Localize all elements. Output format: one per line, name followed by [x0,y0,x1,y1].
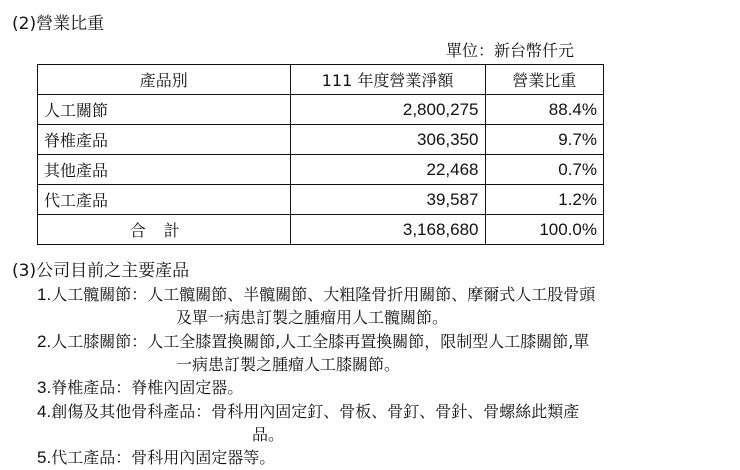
row-amount: 2,800,275 [290,95,485,125]
table-row [38,125,604,155]
item-continuation: 及單一病患訂製之腫瘤用人工髖關節。 [176,308,449,327]
item-continuation: 一病患訂製之腫瘤人工膝關節。 [176,355,401,374]
item-text: 脊椎產品：脊椎內固定器。 [51,378,244,397]
list-item [37,330,589,353]
table-row [38,95,604,125]
section-2-heading: (2)營業比重 [12,14,105,34]
row-ratio: 1.2% [485,185,604,215]
row-product: 代工產品 [38,185,291,215]
section-3-heading: (3)公司目前之主要產品 [12,261,190,281]
list-item [37,400,579,423]
item-index: 3. [37,378,52,397]
table-header-row [38,65,604,95]
row-product: 脊椎產品 [38,125,291,155]
row-amount: 39,587 [290,185,485,215]
item-index: 5. [37,448,52,467]
header-ratio: 營業比重 [485,65,604,95]
revenue-table [37,64,604,245]
row-ratio: 88.4% [485,95,604,125]
item-index: 4. [37,402,52,421]
row-ratio: 9.7% [485,125,604,155]
row-product: 其他產品 [38,155,291,185]
item-index: 2. [37,332,52,351]
item-text: 代工產品：骨科用內固定器等。 [51,448,276,467]
unit-note: 單位：新台幣仟元 [446,41,575,60]
table-total-row [38,215,604,245]
total-ratio: 100.0% [485,215,604,245]
row-product: 人工關節 [38,95,291,125]
list-item [37,283,595,306]
item-index: 1. [37,285,52,304]
table-row [38,185,604,215]
row-amount: 22,468 [290,155,485,185]
list-item [37,446,275,469]
header-amount: 111 年度營業淨額 [290,65,485,95]
item-text: 人工髖關節：人工髖關節、半髖關節、大粗隆骨折用關節、摩爾式人工股骨頭 [51,285,596,304]
item-continuation: 品。 [252,425,285,444]
header-product: 產品別 [38,65,291,95]
table-row [38,155,604,185]
item-text: 人工膝關節：人工全膝置換關節,人工全膝再置換關節，限制型人工膝關節,單 [51,332,590,351]
item-text: 創傷及其他骨科產品：骨科用內固定釘、骨板、骨釘、骨針、骨螺絲此類產 [51,402,580,421]
list-item [37,376,243,399]
total-label: 合計 [38,215,291,245]
row-ratio: 0.7% [485,155,604,185]
row-amount: 306,350 [290,125,485,155]
total-amount: 3,168,680 [290,215,485,245]
